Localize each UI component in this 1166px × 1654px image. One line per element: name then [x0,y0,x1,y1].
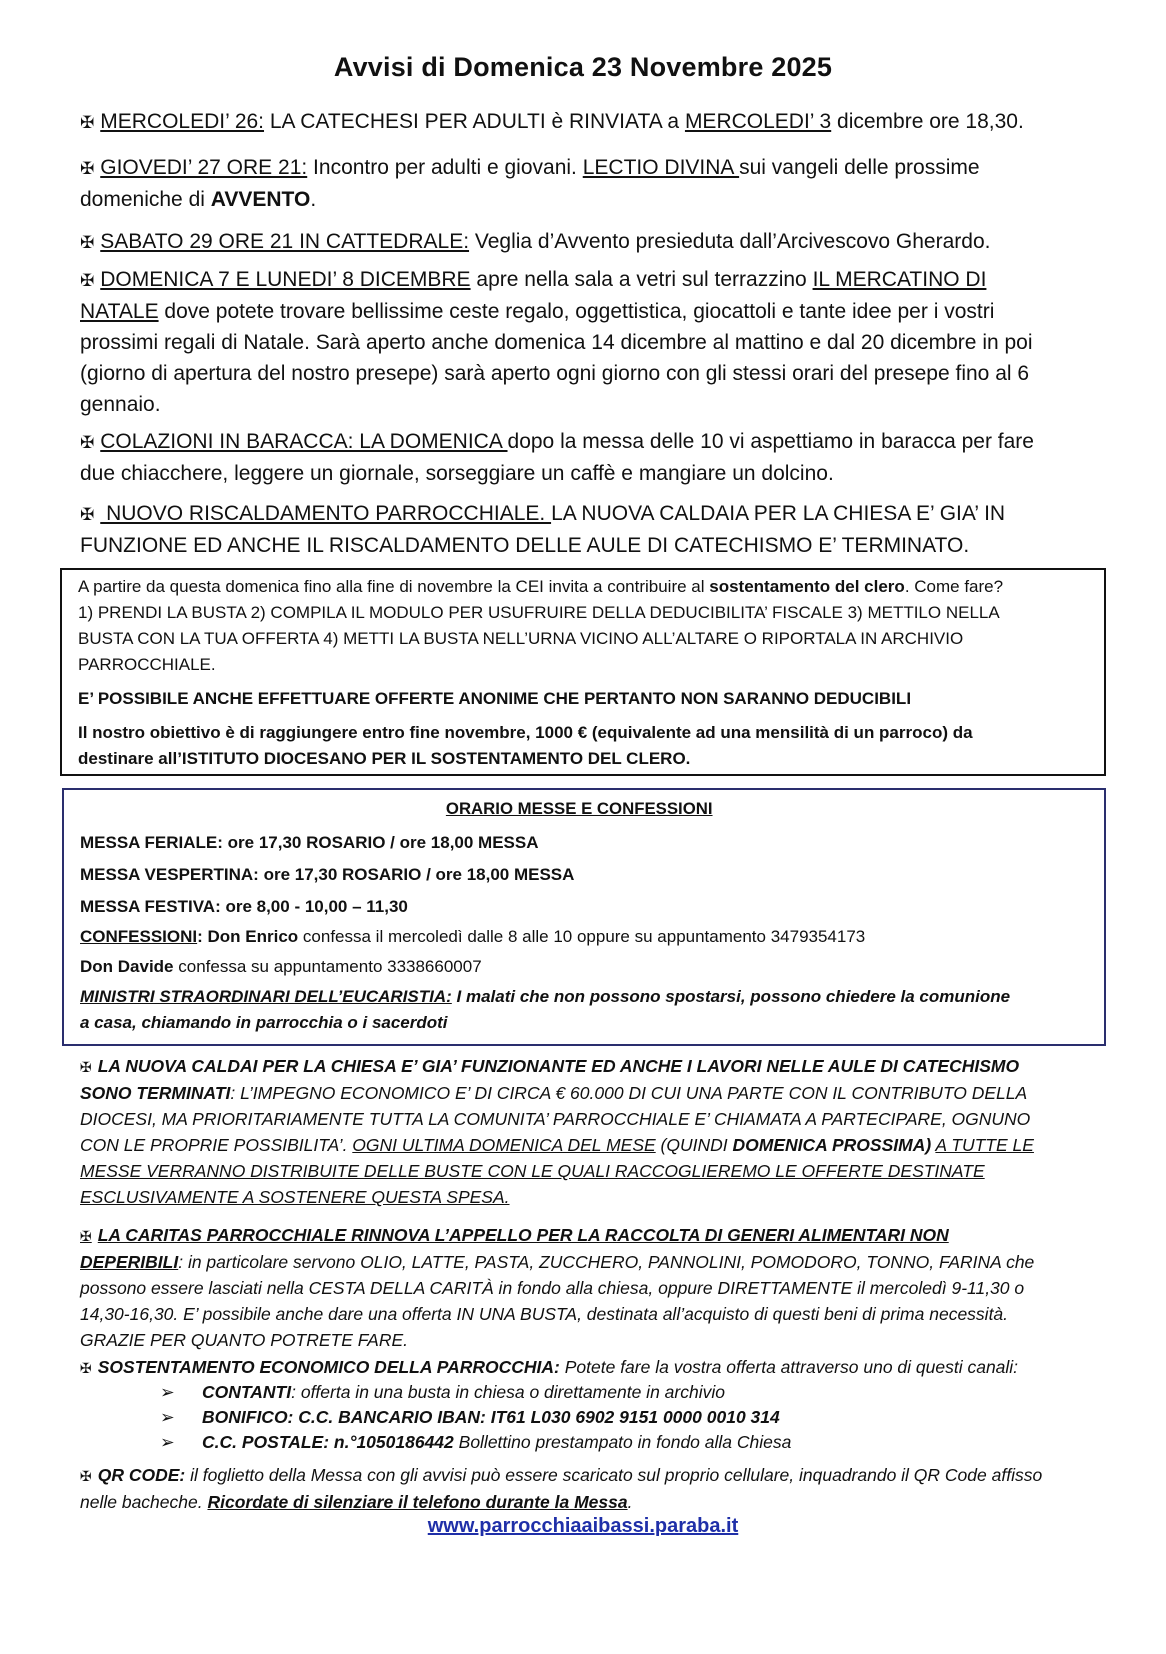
notice-lectio-divina: ✠ GIOVEDI’ 27 ORE 21: Incontro per adulti e giovani. LECTIO DIVINA sui vangeli delle prossime domeniche di AVVENTO. [80,156,980,211]
notice-sostentamento-parrocchia: ✠ SOSTENTAMENTO ECONOMICO DELLA PARROCCHIA: Potete fare la vostra offerta attraverso uno di questi canali: [80,1357,1019,1377]
messa-festiva: MESSA FESTIVA: ore 8,00 - 10,00 – 11,30 [80,897,408,916]
messa-feriale: MESSA FERIALE: ore 17,30 ROSARIO / ore 18,00 MESSA [80,833,539,852]
notice-qr-code: ✠ QR CODE: il foglietto della Messa con gli avvisi può essere scaricato sul proprio cellulare, inquadrando il QR Code affisso nelle bacheche. Ricordate di silenziare il telefono durante la Messa. [80,1465,1043,1512]
confessioni-davide: Don Davide confessa su appuntamento 3338660007 [80,957,482,976]
sostentamento-clero-box: A partire da questa domenica fino alla fine di novembre la CEI invita a contribuire al sostentamento del clero. Come fare? 1) PRENDI LA BUSTA 2) COMPILA IL MODULO PER USUFRUIRE DELLA DEDUCIBILITA’ FISCALE 3) METTILO NELLA BUSTA CON LA TUA OFFERTA 4) METTI LA BUSTA NELL’URNA VICINO ALL’ALTARE O RIPORTALA IN ARCHIVIO PARROCCHIALE. E’ POSSIBILE ANCHE EFFETTUARE OFFERTE ANONIME CHE PERTANTO NON SARANNO DEDUCIBILI Il nostro obiettivo è di raggiungere entro fine novembre, 1000 € (equivalente ad una mensilità di un parroco) da destinare all’ISTITUTO DIOCESANO PER IL SOSTENTAMENTO DEL CLERO. [60,568,1106,776]
maltese-cross-icon: ✠ [80,159,95,178]
maltese-cross-icon: ✠ [80,1360,92,1376]
arrow-bullet-icon: ➢ [160,1432,175,1452]
maltese-cross-icon: ✠ [80,233,95,252]
notice-riscaldamento: ✠ NUOVO RISCALDAMENTO PARROCCHIALE. LA NUOVA CALDAIA PER LA CHIESA E’ GIA’ IN FUNZIONE ED ANCHE IL RISCALDAMENTO DELLE AULE DI CATECHISMO E’ TERMINATO. [80,502,1006,557]
maltese-cross-icon: ✠ [80,505,95,524]
orario-messe-box [62,788,1106,1046]
bullet-contanti: ➢ CONTANTI: offerta in una busta in chiesa o direttamente in archivio [160,1380,725,1405]
maltese-cross-icon: ✠ [80,1228,92,1244]
confessioni: CONFESSIONI: Don Enrico confessa il mercoledì dalle 8 alle 10 oppure su appuntamento 3479354173 [80,927,866,946]
page-title: Avvisi di Domenica 23 Novembre 2025 [333,52,833,82]
arrow-bullet-icon: ➢ [160,1407,175,1427]
notice-veglia-avvento: ✠ SABATO 29 ORE 21 IN CATTEDRALE: Veglia d’Avvento presieduta dall’Arcivescovo Gherardo. [80,230,991,253]
notice-colazioni-baracca: ✠ COLAZIONI IN BARACCA: LA DOMENICA dopo la messa delle 10 vi aspettiamo in baracca per fare due chiacchere, leggere un giornale, sorseggiare un caffè e mangiare un dolcino. [80,430,1034,485]
maltese-cross-icon: ✠ [80,113,95,132]
maltese-cross-icon: ✠ [80,1059,92,1075]
notice-caritas: ✠ LA CARITAS PARROCCHIALE RINNOVA L’APPELLO PER LA RACCOLTA DI GENERI ALIMENTARI NON DEPERIBILI: in particolare servono OLIO, LATTE, PASTA, ZUCCHERO, PANNOLINI, POMODORO, TONNO, FARINA che possono essere lasciati nella CESTA DELLA CARITÀ in fondo alla chiesa, oppure DIRETTAMENTE il mercoledì 9-11,30 o 14,30-16,30. E’ possibile anche dare una offerta IN UNA BUSTA, destinata all’acquisto di questi beni di prima necessità. GRAZIE PER QUANTO POTRETE FARE. [80,1225,1035,1350]
maltese-cross-icon: ✠ [80,433,95,452]
website-link[interactable]: www.parrocchiaaibassi.paraba.it [427,1515,739,1537]
maltese-cross-icon: ✠ [80,1468,92,1484]
orario-heading: ORARIO MESSE E CONFESSIONI [445,799,713,818]
bullet-bonifico: ➢ BONIFICO: C.C. BANCARIO IBAN: IT61 L030 6902 9151 0000 0010 314 [160,1405,780,1430]
maltese-cross-icon: ✠ [80,271,95,290]
notice-impegno-economico: ✠ LA NUOVA CALDAI PER LA CHIESA E’ GIA’ FUNZIONANTE ED ANCHE I LAVORI NELLE AULE DI CATECHISMO SONO TERMINATI: L’IMPEGNO ECONOMICO E’ DI CIRCA € 60.000 DI CUI UNA PARTE CON IL CONTRIBUTO DELLA DIOCESI, MA PRIORITARIAMENTE TUTTA LA COMUNITA’ PARROCCHIALE E’ CHIAMATA A PARTECIPARE, OGNUNO CON LE PROPRIE POSSIBILITA’. OGNI ULTIMA DOMENICA DEL MESE (QUINDI DOMENICA PROSSIMA) A TUTTE LE MESSE VERRANNO DISTRIBUITE DELLE BUSTE CON LE QUALI RACCOGLIEREMO LE OFFERTE DESTINATE ESCLUSIVAMENTE A SOSTENERE QUESTA SPESA. [80,1056,1034,1207]
bullet-postale: ➢ C.C. POSTALE: n.°1050186442 Bollettino prestampato in fondo alla Chiesa [160,1430,791,1455]
notice-catechesi: ✠ MERCOLEDI’ 26: LA CATECHESI PER ADULTI è RINVIATA a MERCOLEDI’ 3 dicembre ore 18,30. [80,110,1024,133]
ministri-eucaristia: MINISTRI STRAORDINARI DELL’EUCARISTIA: I malati che non possono spostarsi, possono chiedere la comunione a casa, chiamando in parrocchia o i sacerdoti [80,987,1011,1032]
messa-vespertina: MESSA VESPERTINA: ore 17,30 ROSARIO / ore 18,00 MESSA [80,865,575,884]
notice-mercatino-natale: ✠ DOMENICA 7 E LUNEDI’ 8 DICEMBRE apre nella sala a vetri sul terrazzino IL MERCATINO DI NATALE dove potete trovare bellissime ceste regalo, oggettistica, giocattoli e tante idee per i vostri prossimi regali di Natale. Sarà aperto anche domenica 14 dicembre al mattino e dal 20 dicembre in poi (giorno di apertura del nostro presepe) sarà aperto ogni giorno con gli stessi orari del presepe fino al 6 gennaio. [80,268,1033,416]
arrow-bullet-icon: ➢ [160,1382,175,1402]
